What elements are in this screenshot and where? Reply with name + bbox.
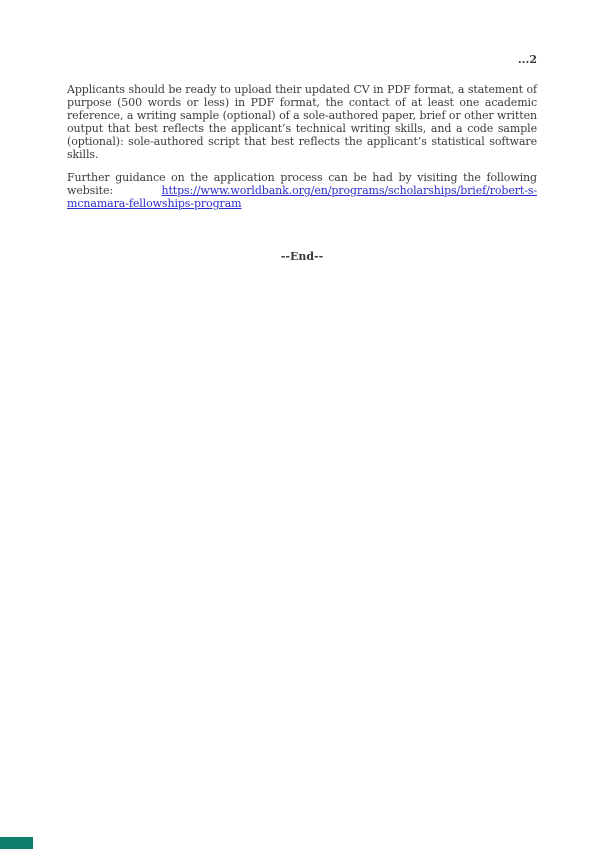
paragraph-application-materials: Applicants should be ready to upload their updated CV in PDF format, a statement of purpose (500 words or less) in PDF format, the contact of at least one academic reference, a writing sample (optional) of a sole-authored paper, brief or other written output that best reflects the applicant’s technical writing skills, and a code sample (optional): sole-authored script that best reflects the applicant’s statistical software skills. (67, 83, 537, 161)
end-marker: --End-- (280, 250, 324, 263)
worldbank-fellowship-link[interactable] (67, 184, 537, 210)
paragraph-further-guidance (67, 171, 537, 210)
corner-marker (0, 837, 33, 849)
link-line2: fellowships-program (128, 197, 242, 210)
document-content (67, 53, 537, 263)
page-number: ...2 (517, 53, 537, 66)
link-line1: https://www.worldbank.org/en/programs/scholarships/brief/robert-s-mcnamara- (67, 184, 537, 210)
guidance-intro-text: Further guidance on the application process can be had by visiting the following website: (67, 171, 537, 197)
